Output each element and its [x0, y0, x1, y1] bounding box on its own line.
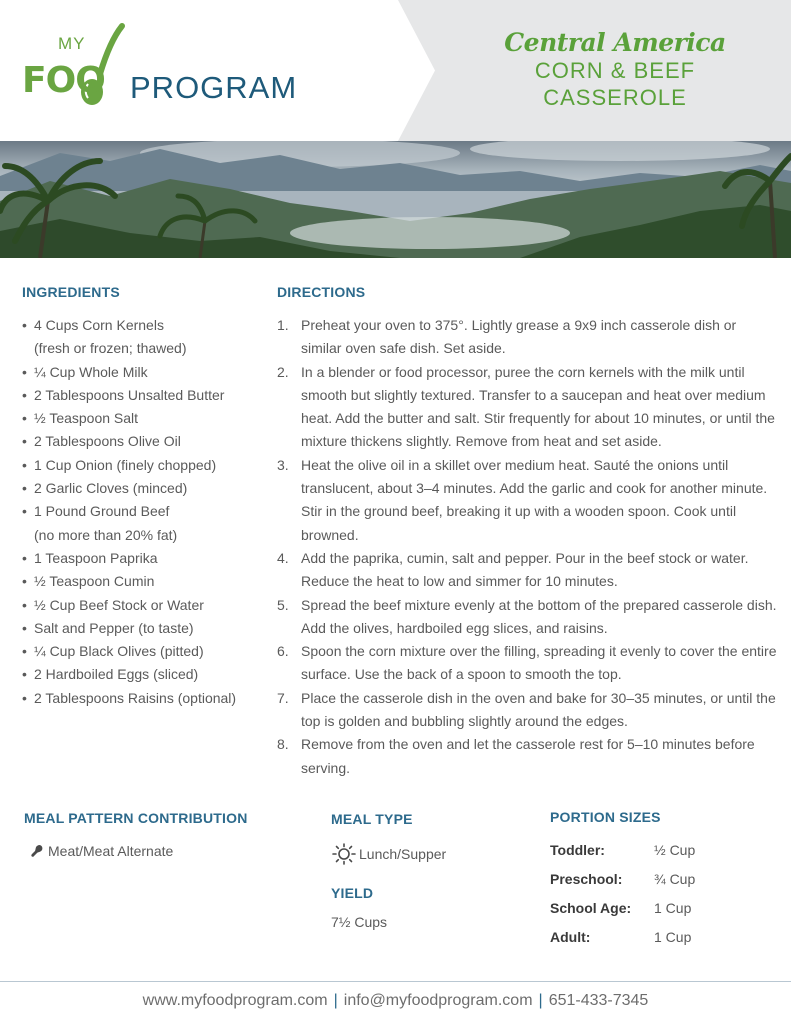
step-number: 6. [277, 643, 289, 660]
ingredient-item: • ½ Teaspoon Cumin [22, 570, 272, 593]
drumstick-icon [30, 844, 44, 858]
footer [0, 992, 791, 1010]
recipe-title-line-2: CASSEROLE [543, 85, 687, 110]
step-text: In a blender or food processor, puree the corn kernels with the milk until smooth but slightly textured. Transfer to a saucepan and heat over medium heat. Add the butter and salt. Stir frequently for about 10 minutes, or until the mixture thickens slightly. Remove from heat and set aside. [301, 363, 775, 450]
footer-separator: | [538, 992, 543, 1009]
portion-value: ½ Cup [654, 842, 696, 858]
ingredient-item: • 1 Teaspoon Paprika [22, 547, 272, 570]
footer-website-link[interactable]: www.myfoodprogram.com [142, 992, 328, 1009]
direction-step [277, 361, 777, 454]
direction-step [277, 733, 777, 780]
ingredient-item: • 1 Pound Ground Beef [22, 500, 272, 523]
portion-row-toddler [550, 842, 770, 871]
ingredient-item: • ¼ Cup Whole Milk [22, 361, 272, 384]
ingredient-item: • ¼ Cup Black Olives (pitted) [22, 640, 272, 663]
step-text: Heat the olive oil in a skillet over medium heat. Sauté the onions until translucent, about 3–4 minutes. Add the garlic and cook for another minute. Stir in the ground beef, breaking it up with a wooden spoon. Cook until browned. [301, 456, 768, 543]
step-text: Add the paprika, cumin, salt and pepper. Pour in the beef stock or water. Reduce the heat to low and simmer for 10 minutes. [301, 549, 749, 590]
step-number: 5. [277, 596, 289, 613]
portion-label: Toddler: [550, 842, 605, 858]
footer-separator: | [333, 992, 338, 1009]
portion-row-school-age [550, 900, 770, 929]
ingredient-item: • 2 Tablespoons Olive Oil [22, 430, 272, 453]
direction-step [277, 594, 777, 641]
meal-pattern-value: Meat/Meat Alternate [48, 843, 174, 859]
meal-pattern-heading: MEAL PATTERN CONTRIBUTION [24, 810, 248, 826]
ingredient-item: • ½ Cup Beef Stock or Water [22, 594, 272, 617]
ingredient-item: • Salt and Pepper (to taste) [22, 617, 272, 640]
portion-label: Preschool: [550, 871, 623, 887]
portion-sizes-heading: PORTION SIZES [550, 809, 661, 825]
ingredient-item: • 2 Hardboiled Eggs (sliced) [22, 663, 272, 686]
step-number: 2. [277, 363, 289, 380]
direction-step [277, 640, 777, 687]
landscape-banner [0, 141, 791, 258]
step-number: 7. [277, 689, 289, 706]
portion-label: School Age: [550, 900, 632, 916]
recipe-title [440, 28, 790, 111]
footer-divider [0, 981, 791, 982]
ingredient-item: • 2 Tablespoons Raisins (optional) [22, 687, 272, 710]
step-text: Spread the beef mixture evenly at the bottom of the prepared casserole dish. Add the olives, hardboiled egg slices, and raisins. [301, 596, 777, 636]
ingredient-item-note: (no more than 20% fat) [34, 526, 178, 543]
footer-email-link[interactable]: info@myfoodprogram.com [343, 992, 533, 1009]
logo-food: FOO [22, 60, 105, 101]
logo [22, 22, 312, 112]
portion-label: Adult: [550, 929, 591, 945]
footer-phone: 651-433-7345 [548, 992, 649, 1009]
step-number: 4. [277, 549, 289, 566]
mountain-landscape-image [0, 141, 791, 258]
recipe-region: Central America [504, 28, 726, 57]
header [0, 0, 791, 141]
portion-row-adult [550, 929, 770, 958]
ingredient-item-note: (fresh or frozen; thawed) [34, 340, 187, 357]
ingredients-heading: INGREDIENTS [22, 284, 120, 300]
directions-heading: DIRECTIONS [277, 284, 366, 300]
portion-value: ¾ Cup [654, 871, 696, 887]
meal-type-value: Lunch/Supper [359, 846, 447, 862]
portion-row-preschool [550, 871, 770, 900]
yield-value: 7½ Cups [331, 914, 388, 930]
ingredient-item: • ½ Teaspoon Salt [22, 407, 272, 430]
direction-step [277, 687, 777, 734]
step-number: 8. [277, 736, 289, 753]
step-number: 1. [277, 317, 289, 333]
portion-sizes-table [550, 842, 770, 958]
ingredients-list [22, 314, 272, 710]
portion-value: 1 Cup [654, 900, 692, 916]
meal-pattern-item [30, 843, 173, 859]
ingredient-item: • 4 Cups Corn Kernels [22, 314, 272, 337]
sun-icon [331, 843, 357, 865]
ingredient-item: • 2 Garlic Cloves (minced) [22, 477, 272, 500]
directions-list [277, 314, 777, 780]
logo-program: PROGRAM [130, 70, 298, 105]
yield-heading: YIELD [331, 885, 374, 901]
ingredient-item: • 2 Tablespoons Unsalted Butter [22, 384, 272, 407]
ingredient-item: • 1 Cup Onion (finely chopped) [22, 454, 272, 477]
step-text: Remove from the oven and let the casserole rest for 5–10 minutes before serving. [301, 736, 755, 776]
portion-value: 1 Cup [654, 929, 692, 945]
recipe-title-line-1: CORN & BEEF [534, 58, 696, 83]
step-text: Place the casserole dish in the oven and bake for 30–35 minutes, or until the top is golden and bubbling slightly around the edges. [301, 689, 776, 730]
direction-step [277, 314, 777, 361]
step-text: Preheat your oven to 375°. Lightly grease a 9x9 inch casserole dish or similar oven safe dish. Set aside. [301, 317, 737, 357]
meal-type-item [331, 843, 446, 865]
logo-my: MY [58, 34, 86, 53]
direction-step [277, 547, 777, 594]
step-number: 3. [277, 456, 289, 473]
meal-type-heading: MEAL TYPE [331, 811, 413, 827]
step-text: Spoon the corn mixture over the filling, spreading it evenly to cover the entire surface. Use the back of a spoon to smooth the top. [301, 643, 777, 683]
direction-step [277, 454, 777, 547]
